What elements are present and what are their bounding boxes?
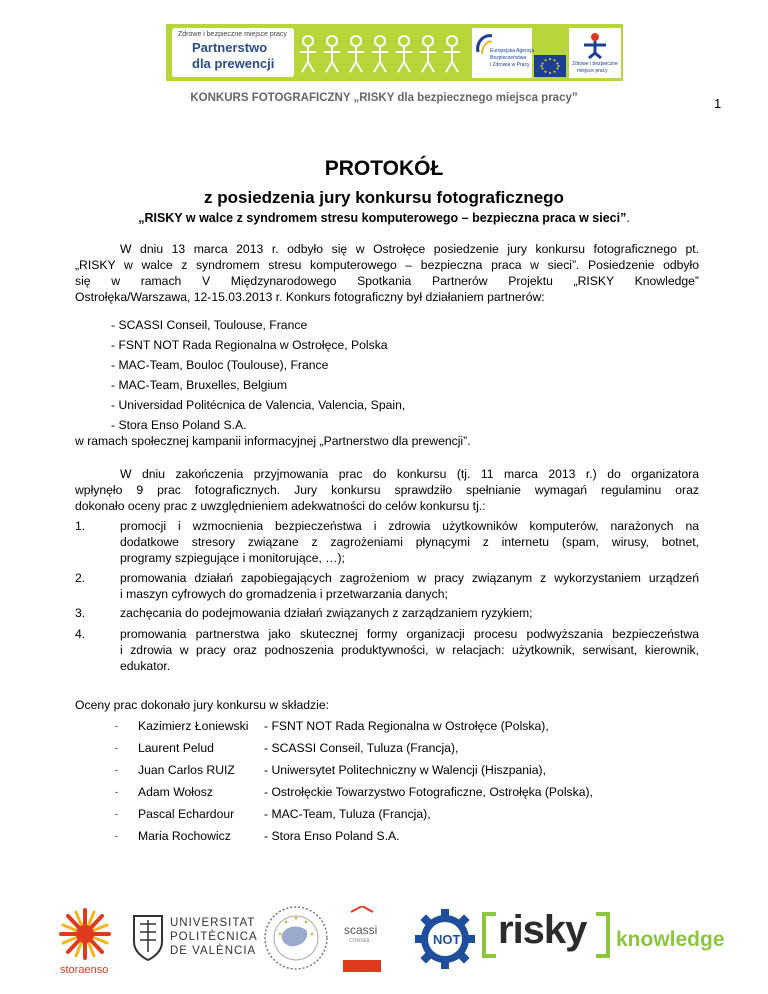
safe-work-logo xyxy=(569,28,621,78)
goal-text xyxy=(120,570,699,602)
partner-item: - FSNT NOT Rada Regionalna w Ostrołęce, Polska xyxy=(111,338,388,352)
upv-line1: UNIVERSITAT xyxy=(170,917,256,929)
goal-number: 1. xyxy=(75,519,86,533)
contest-topic-text: „RISKY w walce z syndromem stresu komputerowego – bezpieczna praca w sieci” xyxy=(138,211,627,225)
jury-intro xyxy=(75,697,699,713)
safe-work-line1: Zdrowe i bezpieczne xyxy=(572,61,618,67)
jury-row xyxy=(75,740,699,756)
running-header: KONKURS FOTOGRAFICZNY „RISKY dla bezpiecznego miejsca pracy” xyxy=(190,92,578,104)
jury-affiliation: - SCASSI Conseil, Tuluza (Francja), xyxy=(264,741,459,755)
goal-item xyxy=(75,518,699,566)
jury-row xyxy=(75,762,699,778)
eu-agency-line2: Bezpieczeństwa xyxy=(490,55,527,61)
partner-item: - SCASSI Conseil, Toulouse, France xyxy=(111,318,308,332)
goal-line: promowania działań zapobiegających zagrożeniom w pracy związanym z wykorzystaniem urządzeń xyxy=(120,571,699,585)
jury-affiliation: - MAC-Team, Tuluza (Francja), xyxy=(264,807,431,821)
upv-line2: POLITÈCNICA xyxy=(170,931,258,943)
contest-topic xyxy=(0,211,768,225)
goal-line: promocji i wzmocnienia bezpieczeństwa i zdrowia użytkowników komputerów, narażonych na xyxy=(120,519,699,533)
goal-line: dodatkowe stresory związane z zagrożeniami płynącymi z internetu (spam, wirusy, botnet, xyxy=(120,535,699,549)
risky-bracket-left-top xyxy=(482,912,496,916)
jury-name: Laurent Pelud xyxy=(138,741,214,755)
intro-line: się w ramach V Międzynarodowego Spotkania Partnerów Projektu „RISKY Knowledge” xyxy=(75,274,699,288)
jury-affiliation: - Ostrołęckie Towarzystwo Fotograficzne, Ostrołęka (Polska), xyxy=(264,785,593,799)
campaign-line-text: w ramach społecznej kampanii informacyjnej „Partnerstwo dla prewencji”. xyxy=(75,434,471,448)
goal-number: 2. xyxy=(75,571,86,585)
risky-bracket-right-bottom xyxy=(596,954,610,958)
partner-item: - Universidad Politécnica de Valencia, Valencia, Spain, xyxy=(111,398,406,412)
banner-title-line2: dla prewencji xyxy=(192,56,275,71)
goal-text xyxy=(120,605,699,621)
eu-agency-line3: i Zdrowia w Pracy xyxy=(490,62,530,68)
risky-bracket-left-bottom xyxy=(482,954,496,958)
jury-row xyxy=(75,828,699,844)
goal-number: 4. xyxy=(75,627,86,641)
goal-text xyxy=(120,626,699,674)
jury-name: Kazimierz Łoniewski xyxy=(138,719,249,733)
jury-affiliation: - FSNT NOT Rada Regionalna w Ostrołęce (Polska), xyxy=(264,719,549,733)
not-wordmark: NOT xyxy=(433,932,461,947)
partner-item: - Stora Enso Poland S.A. xyxy=(111,418,247,432)
safe-work-figure-icon xyxy=(580,31,610,59)
jury-dash: - xyxy=(115,765,118,775)
partner-item: - MAC-Team, Bouloc (Toulouse), France xyxy=(111,358,329,372)
jury-name: Maria Rochowicz xyxy=(138,829,231,843)
jury-dash: - xyxy=(115,809,118,819)
jury-dash: - xyxy=(115,787,118,797)
jury-affiliation: - Uniwersytet Politechniczny w Walencji (Hiszpania), xyxy=(264,763,546,777)
jury-name: Adam Wołosz xyxy=(138,785,213,799)
contest-topic-period: . xyxy=(626,211,630,225)
knowledge-wordmark: knowledge xyxy=(616,928,725,951)
jury-dash: - xyxy=(115,743,118,753)
photo-society-seal-icon xyxy=(262,904,330,972)
intro-paragraph xyxy=(75,241,699,305)
eu-agency-logo xyxy=(472,28,535,78)
storaenso-logo xyxy=(50,906,120,978)
scassi-wordmark: scassi xyxy=(344,923,378,937)
submission-line: dokonało oceny prac z uwzględnieniem adekwatności do celów konkursu tj.: xyxy=(75,499,486,513)
risky-wordmark: risky xyxy=(498,908,587,952)
upv-line3: DE VALÈNCIA xyxy=(170,945,257,957)
intro-line: „RISKY w walce z syndromem stresu komputerowego – bezpieczna praca w sieci”. Posiedzenie odbyło xyxy=(75,258,699,272)
upv-logo xyxy=(132,912,258,968)
jury-row xyxy=(75,718,699,734)
jury-row xyxy=(75,806,699,822)
banner-campaign-box xyxy=(172,28,294,77)
goal-line: promowania partnerstwa jako skutecznej formy organizacji procesu podwyższania bezpieczeństwa xyxy=(120,627,699,641)
intro-line: W dniu 13 marca 2013 r. odbyło się w Ostrołęce posiedzenie jury konkursu fotograficznego pt. xyxy=(120,242,699,256)
jury-affiliation: - Stora Enso Poland S.A. xyxy=(264,829,400,843)
risky-knowledge-logo xyxy=(482,908,725,964)
goal-item xyxy=(75,605,699,621)
jury-dash: - xyxy=(115,831,118,841)
submission-line: W dniu zakończenia przyjmowania prac do konkursu (tj. 11 marca 2013 r.) do organizatora xyxy=(120,467,699,481)
safe-work-line2: miejsce pracy xyxy=(577,68,608,74)
scassi-subtext: CONSEIL xyxy=(349,938,371,944)
risky-bracket-right xyxy=(606,912,610,958)
upv-crest-icon xyxy=(132,912,164,962)
risky-bracket-right-top xyxy=(596,912,610,916)
submission-line: wpłynęło 9 prac fotograficznych. Jury konkursu sprawdziło spełnianie wymagań regulaminu oraz xyxy=(75,483,699,497)
jury-dash: - xyxy=(115,721,118,731)
intro-line: Ostrołęka/Warszawa, 12-15.03.2013 r. Konkurs fotograficzny był działaniem partnerów: xyxy=(75,290,545,304)
goal-item xyxy=(75,570,699,602)
page-number: 1 xyxy=(714,96,722,111)
eu-flag-icon xyxy=(534,55,566,77)
not-logo xyxy=(414,908,476,970)
header-banner xyxy=(166,24,623,81)
campaign-line xyxy=(75,433,699,449)
banner-title-line1: Partnerstwo xyxy=(192,40,268,55)
document-subtitle: z posiedzenia jury konkursu fotograficznego xyxy=(204,188,564,207)
eu-agency-line1: Europejska Agencja xyxy=(490,48,535,54)
banner-small-text: Zdrowe i bezpieczne miejsce pracy xyxy=(178,31,287,38)
storaenso-wordmark: storaenso xyxy=(60,964,109,976)
partner-item: - MAC-Team, Bruxelles, Belgium xyxy=(111,378,288,392)
jury-intro-text: Oceny prac dokonało jury konkursu w składzie: xyxy=(75,698,330,712)
goal-number: 3. xyxy=(75,606,86,620)
jury-name: Pascal Echardour xyxy=(138,807,235,821)
people-figures-icon xyxy=(298,32,468,74)
goal-item xyxy=(75,626,699,674)
jury-name: Juan Carlos RUIZ xyxy=(138,763,235,777)
submission-paragraph xyxy=(75,466,699,514)
jury-row xyxy=(75,784,699,800)
goal-line: i maszyn cyfrowych do gromadzenia i przetwarzania danych; xyxy=(120,587,448,601)
risky-bracket-left xyxy=(482,912,486,958)
goal-line: i zdrowia w pracy oraz podnoszenia produktywności, w relacjach: użytkownik, serwisant, kierownik, xyxy=(120,643,699,657)
scassi-logo xyxy=(343,906,381,972)
document-title: PROTOKÓŁ xyxy=(324,157,444,180)
goal-line: zachęcania do podejmowania działań związanych z zarządzaniem ryzykiem; xyxy=(120,606,533,620)
goal-line: programy szpiegujące i monitorujące, …); xyxy=(120,551,345,565)
storaenso-sun-icon xyxy=(50,906,120,962)
photo-society-seal xyxy=(262,904,330,972)
goal-line: edukator. xyxy=(120,659,171,673)
goal-text xyxy=(120,518,699,566)
